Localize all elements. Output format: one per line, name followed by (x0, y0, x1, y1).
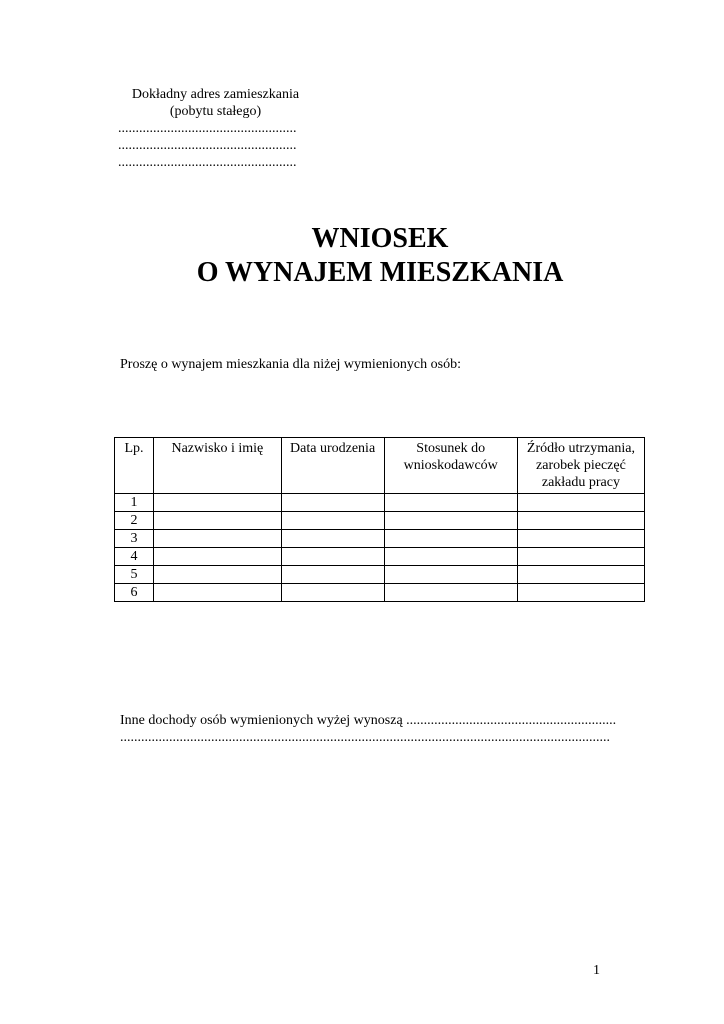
birth-date-cell (281, 584, 384, 602)
row-number: 3 (115, 530, 154, 548)
birth-date-cell (281, 566, 384, 584)
relation-cell (384, 530, 517, 548)
page-number: 1 (593, 963, 600, 978)
document-title: WNIOSEK (311, 223, 449, 254)
relation-cell (384, 494, 517, 512)
row-number: 4 (115, 548, 154, 566)
name-cell (154, 584, 282, 602)
address-block (118, 86, 313, 171)
birth-date-cell (281, 512, 384, 530)
row-number: 2 (115, 512, 154, 530)
row-number: 1 (115, 494, 154, 512)
row-number: 5 (115, 566, 154, 584)
address-label: Dokładny adres zamieszkania (131, 87, 300, 102)
income-source-cell (517, 512, 644, 530)
header-birth-date: Data urodzenia (281, 438, 384, 494)
intro-text: Proszę o wynajem mieszkania dla niżej wymienionych osób: (120, 357, 461, 372)
name-cell (154, 512, 282, 530)
name-cell (154, 494, 282, 512)
income-source-cell (517, 584, 644, 602)
birth-date-cell (281, 548, 384, 566)
relation-cell (384, 512, 517, 530)
income-source-cell (517, 530, 644, 548)
header-name: Nazwisko i imię (154, 438, 282, 494)
table-header-row (115, 438, 645, 494)
address-fill-line: ................................................... (118, 138, 297, 153)
row-number: 6 (115, 584, 154, 602)
relation-cell (384, 566, 517, 584)
birth-date-cell (281, 494, 384, 512)
document-subtitle: O WYNAJEM MIESZKANIA (196, 257, 564, 288)
table-row (115, 494, 645, 512)
income-source-cell (517, 548, 644, 566)
address-fill-line: ................................................... (118, 155, 297, 170)
other-income-fill-line: ............................................................................................................................................ (120, 730, 610, 745)
income-source-cell (517, 566, 644, 584)
other-income-line: Inne dochody osób wymienionych wyżej wynoszą ............................................................ (120, 713, 617, 728)
other-income-block (120, 712, 640, 746)
table-row (115, 548, 645, 566)
relation-cell (384, 584, 517, 602)
table-row (115, 530, 645, 548)
name-cell (154, 530, 282, 548)
name-cell (154, 566, 282, 584)
birth-date-cell (281, 530, 384, 548)
relation-cell (384, 548, 517, 566)
address-fill-line: ................................................... (118, 121, 297, 136)
address-sublabel: (pobytu stałego) (169, 104, 262, 119)
name-cell (154, 548, 282, 566)
table-row (115, 566, 645, 584)
table-row (115, 584, 645, 602)
header-relation: Stosunek do wnioskodawców (384, 438, 517, 494)
header-lp: Lp. (115, 438, 154, 494)
table-row (115, 512, 645, 530)
income-source-cell (517, 494, 644, 512)
persons-table (114, 437, 645, 602)
header-income-source: Źródło utrzymania, zarobek pieczęć zakładu pracy (517, 438, 644, 494)
